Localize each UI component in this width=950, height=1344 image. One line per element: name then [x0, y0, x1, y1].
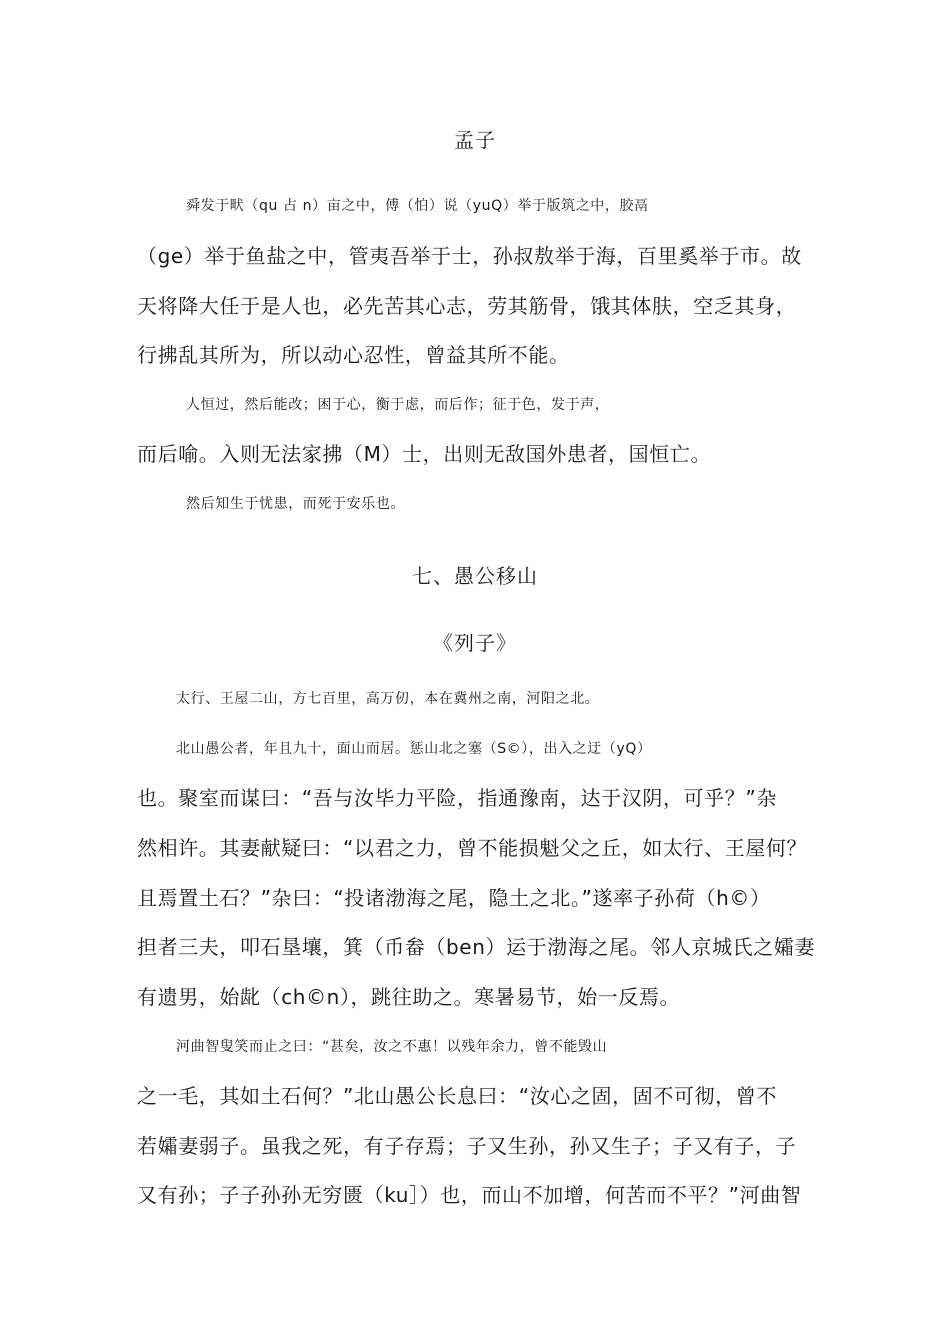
- paragraph-line: 行拂乱其所为，所以动心忍性，曾益其所不能。: [137, 343, 570, 367]
- paragraph-line: 人恒过，然后能改；困于心，衡于虑，而后作；征于色，发于声，: [186, 397, 610, 413]
- section-title-yugong: 七、愚公移山: [412, 564, 538, 588]
- paragraph-line: 又有孙；子子孙孙无穷匮（ku］）也，而山不加增，何苦而不平？”河曲智: [137, 1183, 802, 1207]
- paragraph-line: 然后知生于忧患，而死于安乐也。: [186, 496, 405, 512]
- paragraph-line: 舜发于畎（qu 占 n）亩之中，傅（怕）说（yuQ）举于版筑之中，胶鬲: [186, 198, 649, 214]
- paragraph-line: 之一毛，其如土石何？”北山愚公长息曰：“汝心之固，固不可彻，曾不: [137, 1084, 777, 1108]
- paragraph-line: 且焉置土石？”杂曰：“投诸渤海之尾，隐土之北。”遂率子孙荷（h©）: [137, 886, 771, 910]
- section-subtitle-liezi: 《列子》: [433, 631, 517, 655]
- paragraph-line: 河曲智叟笑而止之曰：“甚矣，汝之不惠！以残年余力，曾不能毁山: [176, 1039, 608, 1055]
- paragraph-line: 太行、王屋二山，方七百里，高万仞，本在冀州之南，河阳之北。: [176, 691, 600, 707]
- paragraph-line: 有遗男，始龀（ch©n），跳往助之。寒暑易节，始一反焉。: [137, 985, 681, 1009]
- paragraph-line: （ge）举于鱼盐之中，管夷吾举于士，孙叔敖举于海，百里奚举于市。故: [137, 244, 802, 268]
- paragraph-line: 天将降大任于是人也，必先苦其心志，劳其筋骨，饿其体肤，空乏其身，: [137, 294, 797, 318]
- section-title-mengzi: 孟子: [454, 128, 496, 152]
- paragraph-line: 也。聚室而谋曰：“吾与汝毕力平险，指通豫南，达于汉阴，可乎？”杂: [137, 786, 777, 810]
- paragraph-line: 而后喻。入则无法家拂（M）士，出则无敌国外患者，国恒亡。: [137, 442, 712, 466]
- paragraph-line: 担者三夫，叩石垦壤，箕（币畚（ben）运于渤海之尾。邻人京城氏之孀妻: [137, 935, 816, 959]
- paragraph-line: 北山愚公者，年且九十，面山而居。惩山北之塞（S©），出入之迂（yQ）: [176, 741, 652, 757]
- paragraph-line: 若孀妻弱子。虽我之死，有子存焉；子又生孙，孙又生子；子又有子，子: [137, 1134, 797, 1158]
- paragraph-line: 然相许。其妻献疑曰：“以君之力，曾不能损魁父之丘，如太行、王屋何？: [137, 836, 808, 860]
